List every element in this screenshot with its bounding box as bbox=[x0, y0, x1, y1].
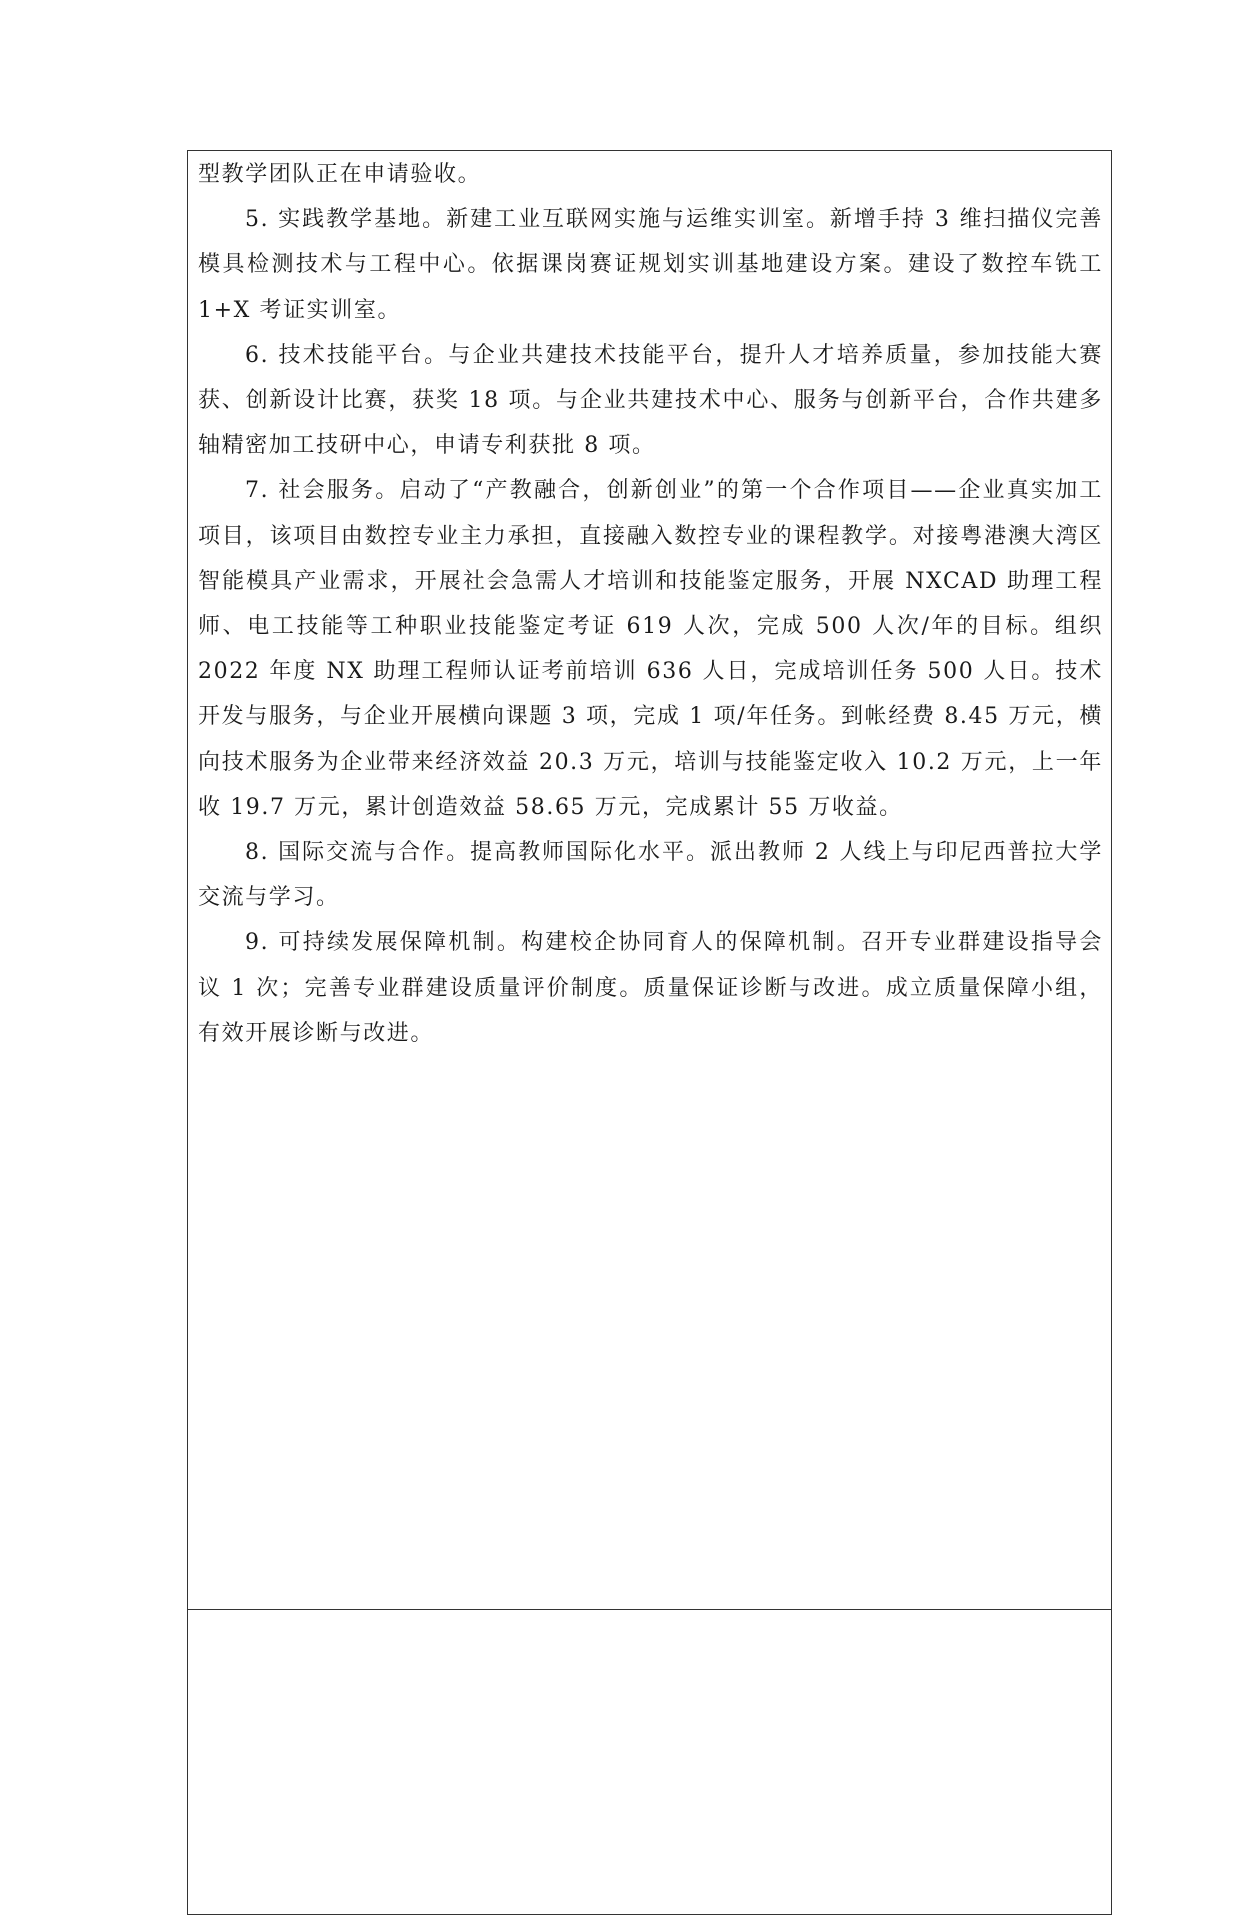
table-cell-bottom-border bbox=[187, 1609, 1112, 1610]
paragraph-international-exchange: 8. 国际交流与合作。提高教师国际化水平。派出教师 2 人线上与印尼西普拉大学交流与学习。 bbox=[198, 840, 1103, 911]
paragraph-continuation: 型教学团队正在申请验收。 bbox=[198, 162, 482, 187]
paragraph-practice-base: 5. 实践教学基地。新建工业互联网实施与运维实训室。新增手持 3 维扫描仪完善模具检测技术与工程中心。依据课岗赛证规划实训基地建设方案。建设了数控车铣工 1+X 考证实训室。 bbox=[198, 207, 1103, 323]
paragraph-social-service: 7. 社会服务。启动了“产教融合，创新创业”的第一个合作项目——企业真实加工项目，该项目由数控专业主力承担，直接融入数控专业的课程教学。对接粤港澳大湾区智能模具产业需求，开展社会急需人才培训和技能鉴定服务，开展 NXCAD 助理工程师、电工技能等工种职业技能鉴定考证 619 人次，完成 500 人次/年的目标。组织 2022 年度 NX 助理工程师认证考前培训 636 人日，完成培训任务 500 人日。技术开发与服务，与企业开展横向课题 3 项，完成 1 项/年任务。到帐经费 8.45 万元，横向技术服务为企业带来经济效益 20.3 万元，培训与技能鉴定收入 10.2 万元，上一年收 19.7 万元，累计创造效益 58.65 万元，完成累计 55 万收益。 bbox=[198, 478, 1103, 820]
paragraph-tech-platform: 6. 技术技能平台。与企业共建技术技能平台，提升人才培养质量，参加技能大赛获、创新设计比赛，获奖 18 项。与企业共建技术中心、服务与创新平台，合作共建多轴精密加工技研中心，申请专利获批 8 项。 bbox=[198, 342, 1103, 459]
paragraph-sustainable-development: 9. 可持续发展保障机制。构建校企协同育人的保障机制。召开专业群建设指导会议 1 次；完善专业群建设质量评价制度。质量保证诊断与改进。成立质量保障小组，有效开展诊断与改进。 bbox=[198, 930, 1103, 1046]
document-body bbox=[198, 152, 1103, 1056]
